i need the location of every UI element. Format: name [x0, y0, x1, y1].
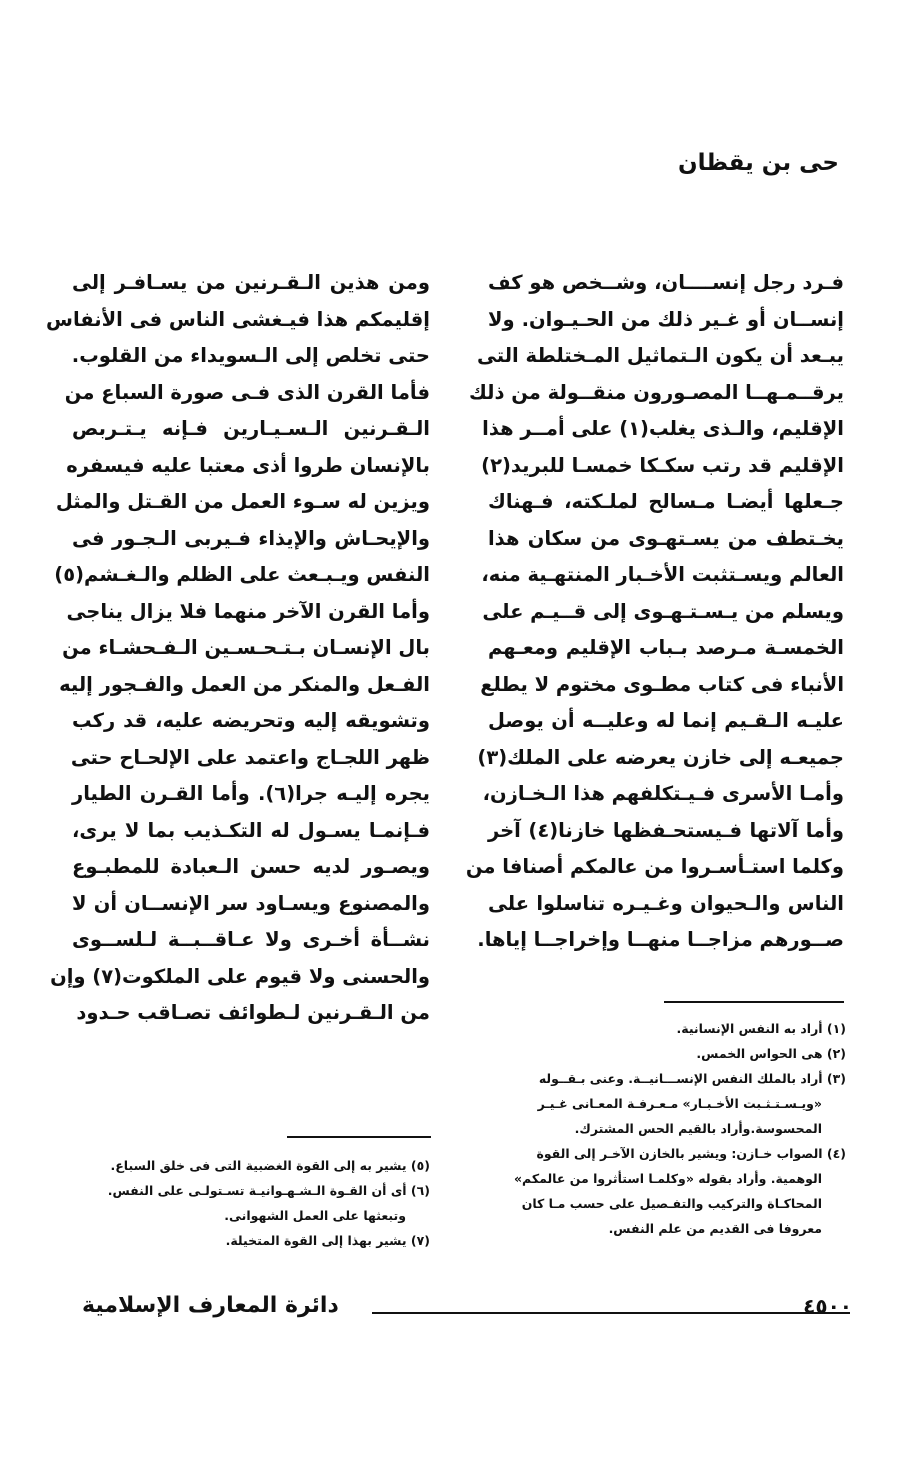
text-line: الناس والـحيوان وغـيـره تناسلوا على — [488, 891, 844, 915]
footnote-line: (٧) يشير بهذا إلى القوة المتخيلة. — [225, 1233, 430, 1248]
text-line: النفس ويـبـعث على الظلم والـغـشم(٥) — [54, 563, 430, 586]
publication-title: دائرة المعارف الإسلامية — [82, 1293, 339, 1318]
text-line: وأمـا الأسرى فـيـتكلفهم هذا الـخـازن، — [482, 782, 844, 805]
footnote-line: الوهمية. وأراد بقوله «وكلمـا استأثروا من عالمكم» — [513, 1171, 822, 1186]
footnotes-left — [107, 1153, 430, 1253]
text-line: بالإنسان طروا أذى معتبا عليه فيسفره — [66, 453, 430, 477]
footnote-line: (٤) الصواب خـازن: ويشير بالخازن الآخـر إلى القوة — [536, 1146, 846, 1161]
footnote-line: (٣) أراد بالملك النفس الإنســـانيــة. وعنى بـقــوله — [538, 1071, 846, 1086]
running-head: حى بن يقظان — [677, 150, 839, 176]
text-line: الإقليم قد رتب سكـكا خمسـا للبريد(٢) — [481, 453, 844, 477]
text-column-left — [46, 265, 430, 1032]
text-line: يخـتطف من يسـتهـوى من سكان هذا — [488, 526, 844, 550]
text-line: ويسلم من يـسـتـهـوى إلى قــيـم على — [482, 599, 844, 623]
footnote-rule-right — [664, 1001, 844, 1003]
text-line: وأما آلاتها فـيستحـفظها خازنا(٤) آخر — [488, 818, 844, 842]
page-footer — [82, 1293, 852, 1333]
page-number: ٤٥٠٠ — [803, 1294, 852, 1318]
text-line: حتى تخلص إلى الـسويداء من القلوب. — [71, 344, 430, 367]
text-line: الفـعل والمنكر من العمل والفـجور إليه — [59, 672, 430, 696]
text-line: من الـقـرنين لـطوائف تصـاقب حـدود — [76, 1001, 430, 1024]
footnote-rule-left — [287, 1136, 431, 1138]
text-line: ظهر اللجـاج واعتمد على الإلحـاح حتى — [70, 745, 430, 769]
text-line: الأنباء فى كتاب مطـوى مختوم لا يطلع — [480, 672, 844, 696]
footnote-line: «ويـسـتـثـبت الأخـبـار» مـعـرفـة المعـانى غـيـر — [537, 1096, 822, 1111]
text-line: بال الإنسـان بـتـحـسـين الـفـحشـاء من — [62, 636, 430, 659]
text-line: والمصنوع ويسـاود سر الإنســان أن لا — [72, 891, 430, 915]
footnote-line: المحسوسة.وأراد بالقيم الحس المشترك. — [574, 1121, 822, 1136]
text-line: جميعـه إلى خازن يعرضه على الملك(٣) — [477, 745, 844, 769]
text-line: العالم ويسـتثبت الأخـبار المنتهـية منه، — [481, 563, 844, 586]
footnote-line: معروفا فى القديم من علم النفس. — [608, 1221, 822, 1236]
footnotes-right — [486, 1016, 846, 1241]
text-line: يبـعد أن يكون الـتماثيل المـختلطة التى — [477, 344, 844, 367]
text-line: وتشويقه إليه وتحريضه عليه، قد ركب — [72, 709, 430, 732]
text-line: وأما القرن الآخر منهما فلا يزال يناجى — [66, 599, 430, 623]
text-line: فـرد رجل إنســــان، وشــخص هو كف — [488, 271, 844, 294]
text-line: ويزين له سـوء العمل من القـتل والمثل — [55, 490, 430, 513]
text-line: والإيحـاش والإيذاء فـيربى الـجـور فى — [72, 526, 430, 550]
text-column-right — [465, 265, 844, 959]
footer-rule — [372, 1312, 850, 1314]
text-line: نشــأة أخـرى ولا عـاقــبــة لـلســوى — [72, 928, 430, 951]
text-line: والحسنى ولا قيوم على الملكوت(٧) وإن — [50, 964, 430, 988]
text-line: ويصـور لديه حسن الـعبادة للمطبـوع — [72, 855, 430, 878]
footnote-line: (٦) أى أن القـوة الـشـهـوانيـة تسـتولـى على النفس. — [107, 1183, 430, 1198]
text-line: صــورهم مزاجــا منهــا وإخراجــا إياها. — [477, 928, 844, 951]
text-line: الإقليم، والـذى يغلب(١) على أمــر هذا — [482, 417, 844, 440]
footnote-line: وتبعثها على العمل الشهوانى. — [224, 1208, 406, 1223]
footnote-line: (٥) يشير به إلى القوة الغضبية التى فى خلق السباع. — [110, 1158, 430, 1173]
text-line: يرقــمـهــا المصـورون منقــولة من ذلك — [468, 380, 844, 404]
text-line: فـإنمـا يسـول له التكـذيب بما لا يرى، — [72, 818, 430, 842]
text-line: إنســان أو غـير ذلك من الحـيـوان. ولا — [488, 307, 844, 331]
text-line: الخمسـة مـرصد بـباب الإقليم ومعـهم — [488, 636, 844, 659]
text-line: الـقـرنين الـسـيـارين فـإنه يـتـربص — [72, 417, 430, 440]
text-line: جـعلها أيضـا مـسالح لملـكته، فـهناك — [488, 490, 844, 513]
text-line: عليـه الـقـيم إنما له وعليــه أن يوصل — [488, 709, 844, 732]
footnote-line: المحاكـاة والتركيب والتفـصيل على حسب مـا كان — [521, 1196, 822, 1211]
text-line: وكلما استـأسـروا من عالمكم أصنافا من — [465, 855, 844, 878]
text-line: إقليمكم هذا فيـغشى الناس فى الأنفاس — [46, 307, 430, 331]
text-line: يجره إليـه جرا(٦). وأما القـرن الطيار — [72, 782, 430, 805]
text-line: ومن هذين الـقـرنين من يسـافـر إلى — [72, 271, 430, 294]
text-line: فأما القرن الذى فـى صورة السباع من — [64, 380, 430, 404]
footnote-line: (٢) هى الحواس الخمس. — [696, 1046, 846, 1061]
footnote-line: (١) أراد به النفس الإنسانية. — [676, 1021, 846, 1036]
